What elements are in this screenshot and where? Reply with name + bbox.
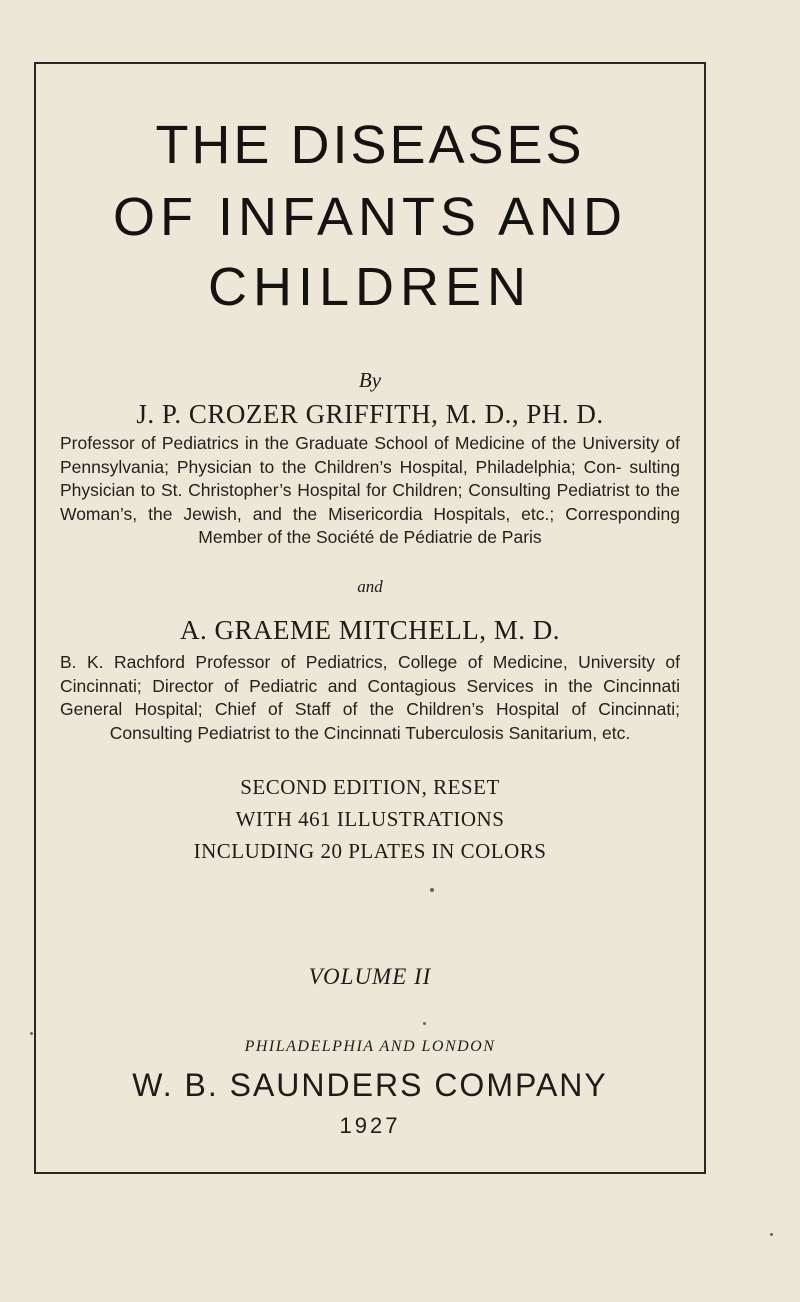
and-label: and xyxy=(357,577,383,596)
publisher-places: PHILADELPHIA AND LONDON xyxy=(244,1038,496,1055)
title-line-1: THE DISEASES xyxy=(155,115,585,175)
author-1-description: Professor of Pediatrics in the Graduate School of Medicine of the University of Pennsylvania; Physician to the Children’s Hospital, Philadelphia; Con- sulting Physician to St. Christopher’s Hospital for Children; Consulting Pediatrist to the Woman’s, the Jewish, and the Misericordia Hospitals, etc.; Corresponding Member of the Société de Pédiatrie de Paris xyxy=(60,433,680,547)
title-line-3: CHILDREN xyxy=(207,257,533,317)
paper-speck xyxy=(770,1233,773,1236)
edition-line-2: WITH 461 ILLUSTRATIONS xyxy=(235,807,505,831)
publication-year: 1927 xyxy=(339,1113,401,1138)
paper-speck xyxy=(30,1032,33,1035)
paper-speck xyxy=(430,888,434,892)
title-line-2: OF INFANTS AND xyxy=(112,187,628,247)
by-label: By xyxy=(358,368,382,392)
edition-line-1: SECOND EDITION, RESET xyxy=(240,775,500,799)
author-2-description: B. K. Rachford Professor of Pediatrics, College of Medicine, University of Cincinnati; Director of Pediatric and Contagious Services in the Cincinnati General Hospital; Chief of Staff of the Children’s Hospital of Cincinnati; Consulting Pediatrist to the Cincinnati Tuberculosis Sanitarium, etc. xyxy=(60,652,680,743)
author-1-name: J. P. CROZER GRIFFITH, M. D., PH. D. xyxy=(136,399,604,429)
publisher-name: W. B. SAUNDERS COMPANY xyxy=(132,1067,608,1103)
paper-speck xyxy=(423,1022,426,1025)
volume-label: VOLUME II xyxy=(308,964,432,989)
author-2-name: A. GRAEME MITCHELL, M. D. xyxy=(180,615,560,645)
edition-line-3: INCLUDING 20 PLATES IN COLORS xyxy=(193,839,547,863)
